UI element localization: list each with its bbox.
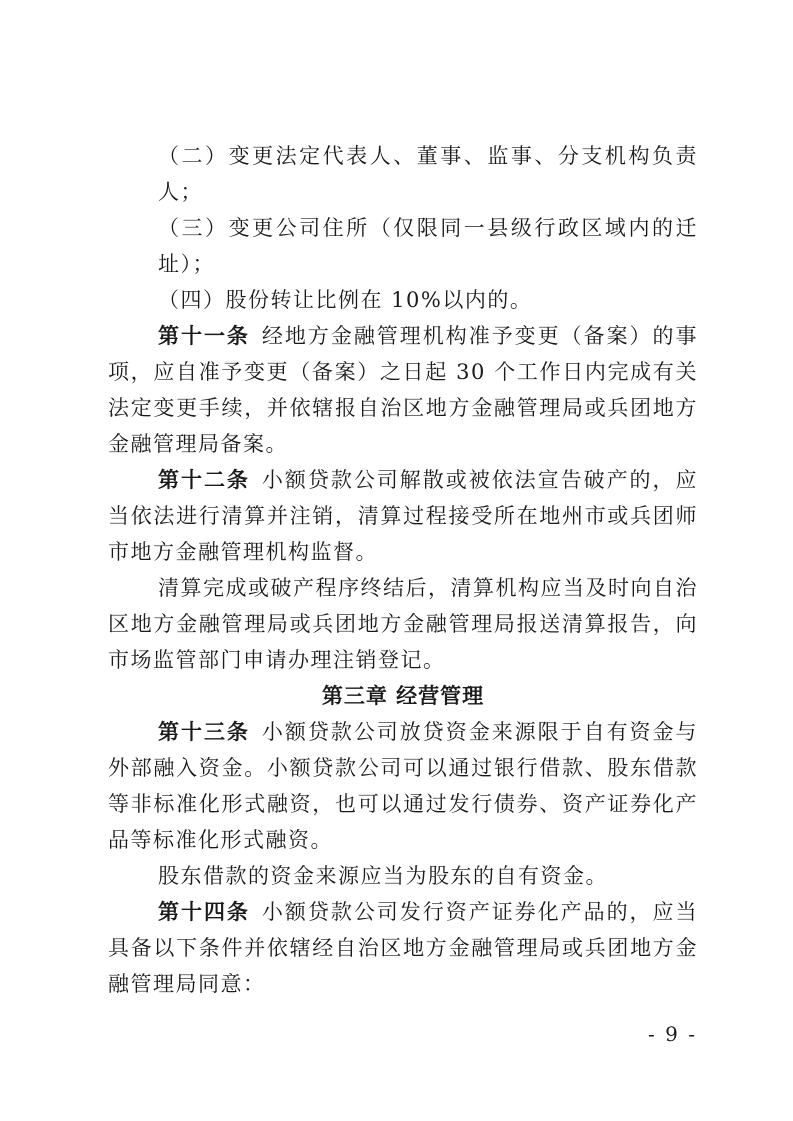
- article-11-text: 经地方金融管理机构准予变更（备案）的事项，应自准予变更（备案）之日起 30 个工作日内完成有关法定变更手续，并依辖报自治区地方金融管理局或兵团地方金融管理局备案。: [108, 324, 699, 456]
- list-item-2: （二）变更法定代表人、董事、监事、分支机构负责人；: [158, 144, 698, 204]
- article-12-heading: 第十二条: [158, 468, 250, 492]
- article-12-text: 小额贷款公司解散或被依法宣告破产的，应当依法进行清算并注销，清算过程接受所在地州市或兵团师市地方金融管理机构监督。: [108, 468, 699, 564]
- article-11-heading: 第十一条: [158, 324, 250, 348]
- document-body: [108, 138, 698, 1002]
- article-13-heading: 第十三条: [158, 720, 250, 744]
- article-14-text: 小额贷款公司发行资产证券化产品的，应当具备以下条件并依辖经自治区地方金融管理局或兵团地方金融管理局同意：: [108, 900, 699, 996]
- page-number: - 9 -: [648, 1022, 697, 1046]
- list-item-3: （三）变更公司住所（仅限同一县级行政区域内的迁址）；: [158, 216, 698, 276]
- article-12-paragraph-2: 清算完成或破产程序终结后，清算机构应当及时向自治区地方金融管理局或兵团地方金融管理局报送清算报告，向市场监管部门申请办理注销登记。: [108, 576, 698, 672]
- article-11: [108, 318, 698, 462]
- list-item-4: （四）股份转让比例在 10%以内的。: [158, 288, 533, 312]
- article-13: [108, 714, 698, 858]
- chapter-title: 第三章 经营管理: [321, 684, 485, 708]
- article-14-heading: 第十四条: [158, 900, 250, 924]
- article-13-text: 小额贷款公司放贷资金来源限于自有资金与外部融入资金。小额贷款公司可以通过银行借款、股东借款等非标准化形式融资，也可以通过发行债券、资产证券化产品等标准化形式融资。: [108, 720, 699, 852]
- article-14: [108, 894, 698, 1002]
- article-12: [108, 462, 698, 570]
- article-13-paragraph-2: 股东借款的资金来源应当为股东的自有资金。: [158, 864, 608, 888]
